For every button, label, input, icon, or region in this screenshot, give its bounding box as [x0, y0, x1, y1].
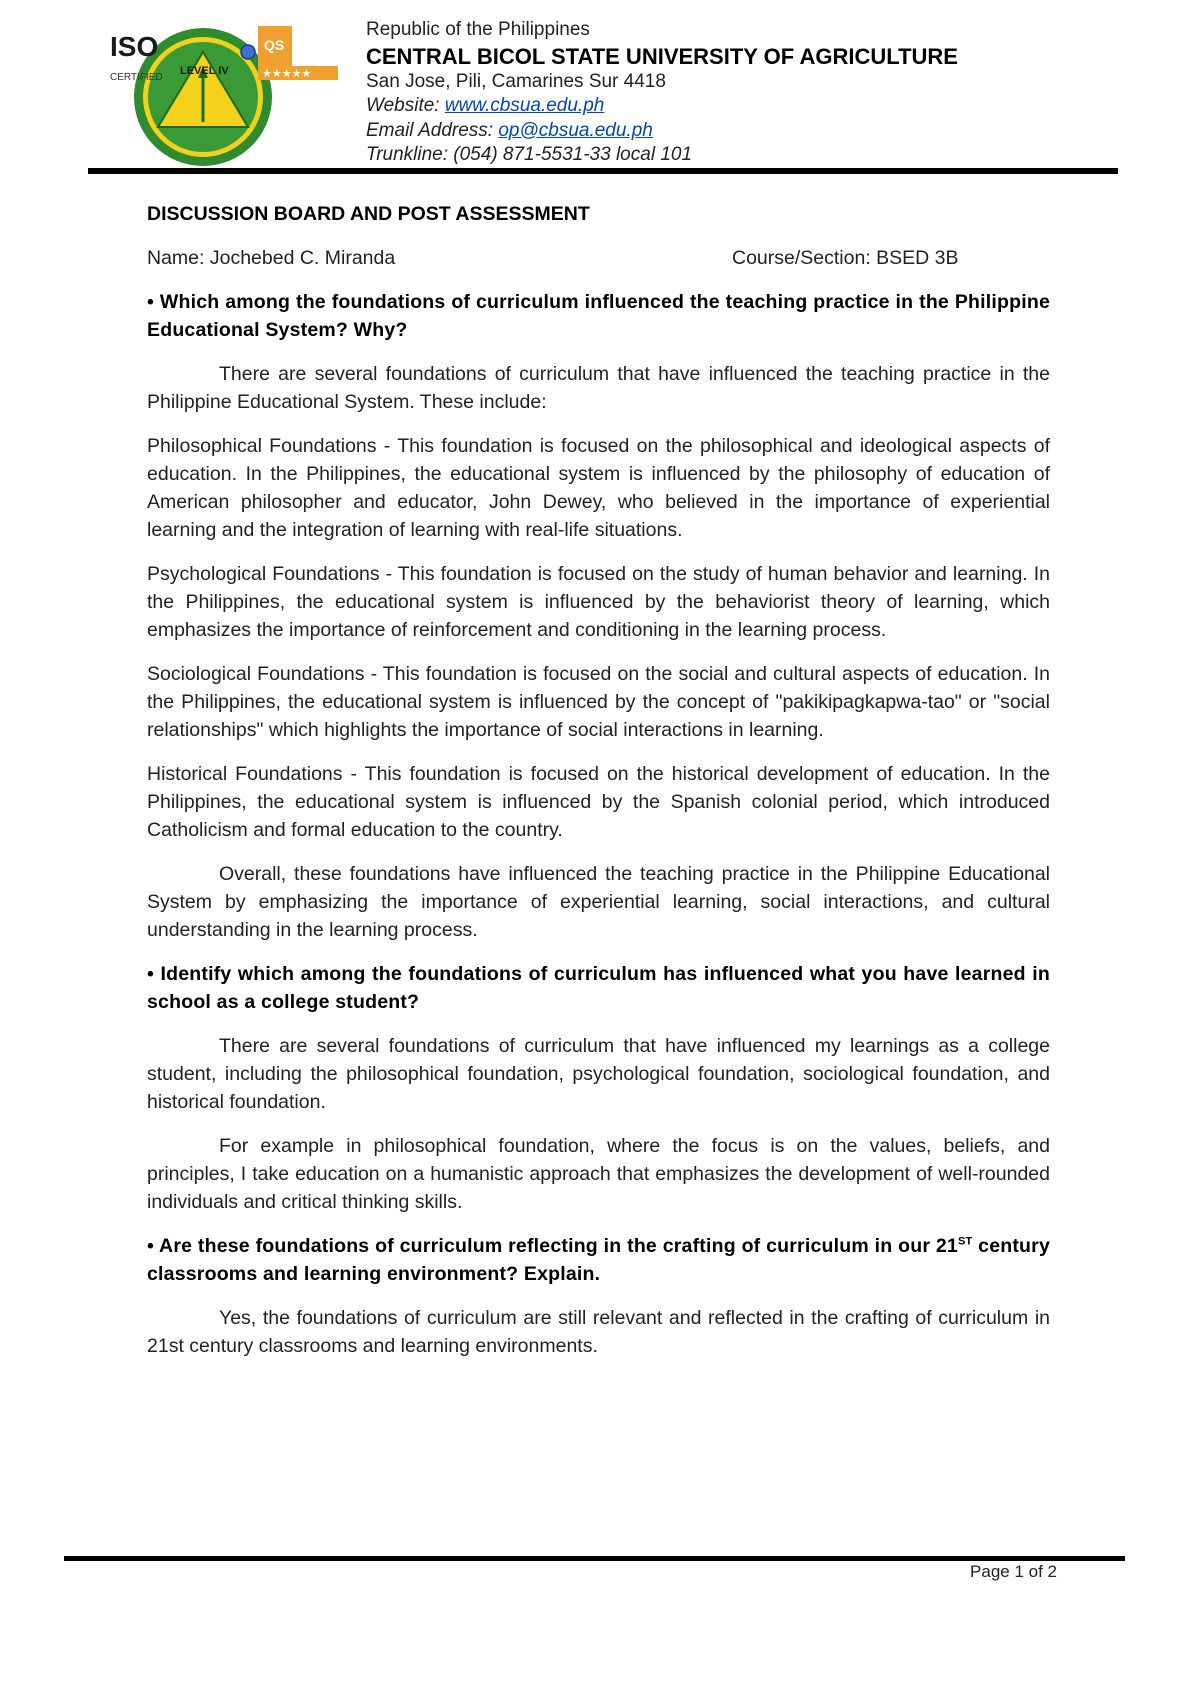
footer-divider: [64, 1556, 1125, 1561]
document-title: DISCUSSION BOARD AND POST ASSESSMENT: [147, 203, 590, 225]
answer-1-sociological: Sociological Foundations - This foundation is focused on the social and cultural aspects of education. In the Philippines, the educational system is influenced by the concept of "pakikipagkapwa-tao" or "social relationships" which highlights the importance of social interactions in learning.: [147, 663, 1050, 741]
university-seal-logo: [108, 22, 338, 168]
header-logos: [108, 22, 338, 168]
website-link[interactable]: www.cbsua.edu.ph: [444, 95, 605, 116]
answer-1-psychological: Psychological Foundations - This foundation is focused on the study of human behavior and learning. In the Philippines, the educational system is influenced by the behaviorist theory of learning, which emphasizes the importance of reinforcement and conditioning in the learning process.: [147, 563, 1050, 641]
qs-badge-text: QS: [264, 37, 285, 53]
question-3: [147, 1232, 1050, 1288]
letterhead: [366, 18, 958, 168]
website-label: Website:: [366, 95, 445, 116]
question-3-superscript: ST: [957, 1235, 973, 1248]
iso-certified-text: CERTIFIED: [110, 72, 163, 83]
level-iv-text: LEVEL IV: [180, 65, 229, 77]
qs-stars-icon: ★★★★★: [262, 67, 312, 80]
answer-2-example: For example in philosophical foundation, where the focus is on the values, beliefs, and principles, I take education on a humanistic approach that emphasizes the development of well-rounded individuals and critical thinking skills.: [147, 1135, 1050, 1213]
answer-1-historical: Historical Foundations - This foundation is focused on the historical development of education. In the Philippines, the educational system is influenced by the Spanish colonial period, which introduced Catholicism and formal education to the country.: [147, 763, 1050, 841]
answer-2-paragraph: There are several foundations of curriculum that have influenced my learnings as a college student, including the philosophical foundation, psychological foundation, sociological foundation, and historical foundation.: [147, 1035, 1050, 1113]
document-body: [147, 200, 1050, 1376]
answer-1-summary: Overall, these foundations have influenced the teaching practice in the Philippine Educational System by emphasizing the importance of experiential learning, social interactions, and cultural understanding in the learning process.: [147, 863, 1050, 941]
address-line: San Jose, Pili, Camarines Sur 4418: [366, 70, 666, 92]
student-name: Name: Jochebed C. Miranda: [147, 247, 396, 269]
website-line: [366, 94, 958, 119]
header-divider: [88, 168, 1118, 174]
iso-logo-text: ISO: [110, 31, 159, 62]
page-number: Page 1 of 2: [970, 1562, 1057, 1581]
seal-emblem: [241, 45, 255, 59]
question-3-part2: century classrooms and learning environment? Explain.: [147, 1235, 1050, 1285]
answer-1-paragraph: There are several foundations of curriculum that have influenced the teaching practice in the Philippine Educational System. These include:: [147, 363, 1050, 413]
course-section: Course/Section: BSED 3B: [732, 247, 959, 269]
question-1: • Which among the foundations of curriculum influenced the teaching practice in the Philippine Educational System? Why?: [147, 291, 1050, 341]
university-name: CENTRAL BICOL STATE UNIVERSITY OF AGRICULTURE: [366, 43, 958, 69]
trunkline: Trunkline: (054) 871-5531-33 local 101: [366, 144, 693, 165]
question-3-part1: • Are these foundations of curriculum reflecting in the crafting of curriculum in our 21: [147, 1235, 958, 1257]
email-label: Email Address:: [366, 119, 499, 141]
email-link[interactable]: op@cbsua.edu.ph: [498, 119, 653, 141]
answer-3-paragraph: Yes, the foundations of curriculum are still relevant and reflected in the crafting of curriculum in 21st century classrooms and learning environments.: [147, 1307, 1050, 1357]
republic-line: Republic of the Philippines: [366, 19, 590, 40]
answer-1-philosophical: Philosophical Foundations - This foundation is focused on the philosophical and ideological aspects of education. In the Philippines, the educational system is influenced by the philosophy of education of American philosopher and educator, John Dewey, who believed in the importance of experiential learning and the integration of learning with real-life situations.: [147, 435, 1050, 541]
student-info-row: [147, 244, 1050, 272]
question-2: • Identify which among the foundations of curriculum has influenced what you have learned in school as a college student?: [147, 963, 1050, 1013]
email-line: [366, 119, 958, 144]
